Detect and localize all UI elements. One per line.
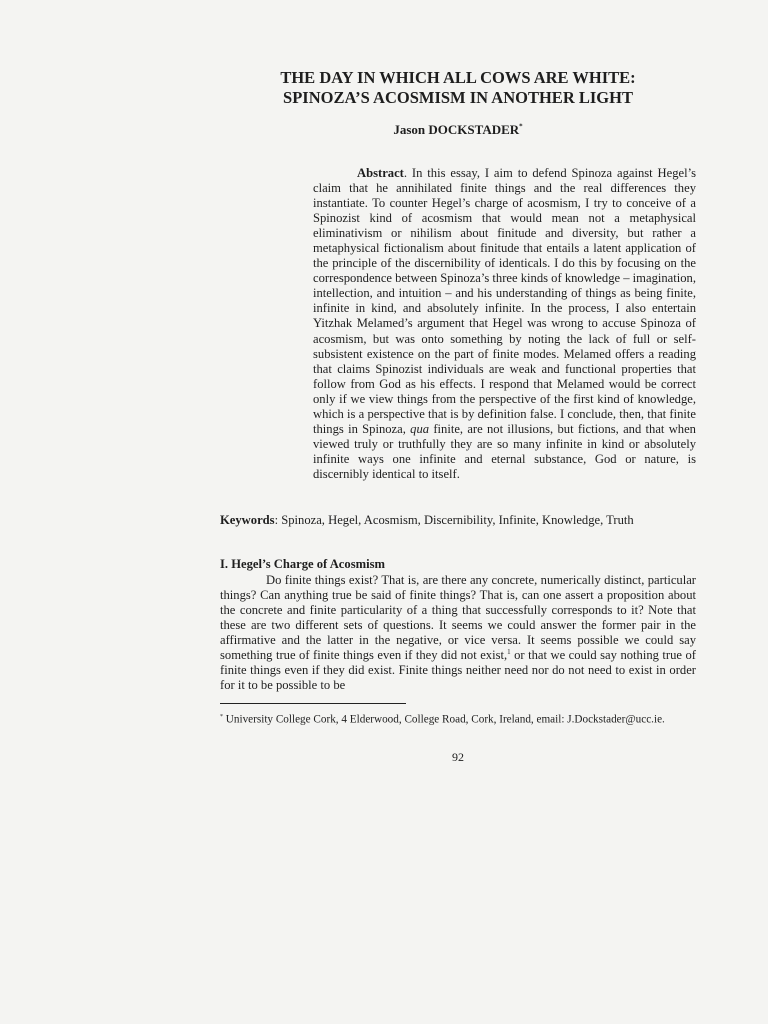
paragraph-text-part2: or that we could say nothing true of finite things even if they did exist. Finite things neither need nor do not need to exist in order for it to be possible to be [220, 648, 696, 693]
keywords-label: Keywords [220, 513, 275, 527]
body-paragraph [220, 573, 696, 693]
italic-qua: qua [410, 421, 430, 436]
author-name: Jason DOCKSTADER [393, 122, 520, 137]
author-line [220, 122, 696, 138]
page-number: 92 [452, 750, 464, 764]
footnote-mark: * [220, 714, 223, 720]
abstract [313, 166, 696, 482]
author-footnote-mark: * [519, 122, 523, 131]
footnote-text: University College Cork, 4 Elderwood, College Road, Cork, Ireland, email: J.Dockstader@ucc.ie. [223, 713, 665, 726]
title-line-2: SPINOZA’S ACOSMISM IN ANOTHER LIGHT [283, 88, 633, 107]
keywords [220, 513, 696, 528]
footnote-reference[interactable]: 1 [507, 648, 511, 657]
footnote-divider [220, 703, 406, 704]
keywords-text: : Spinoza, Hegel, Acosmism, Discernibility, Infinite, Knowledge, Truth [274, 513, 634, 527]
abstract-label: Abstract [357, 166, 404, 180]
footnote [220, 710, 696, 727]
paper-title [220, 68, 696, 108]
title-line-1: THE DAY IN WHICH ALL COWS ARE WHITE: [280, 68, 636, 87]
section-heading: I. Hegel’s Charge of Acosmism [220, 557, 385, 571]
abstract-text: . In this essay, I aim to defend Spinoza against Hegel’s claim that he annihilated finite things and the real differences they instantiate. To counter Hegel’s charge of acosmism, I try to conceive of a Spinozist kind of acosmism that would mean not a metaphysical eliminativism or nihilism about finitude and diversity, but rather a metaphysical fictionalism about finitude that entails a latent application of the principle of the discernibility of identicals. I do this by focusing on the correspondence between Spinoza’s three kinds of knowledge – imagination, intellection, and intuition – and his understanding of things as being finite, infinite in kind, and absolutely infinite. In the process, I also entertain Yitzhak Melamed’s argument that Hegel was wrong to accuse Spinoza of acosmism, but was onto something by noting the lack of full or self-subsistent existence on the part of finite modes. Melamed offers a reading that claims Spinozist individuals are weak and functional properties that follow from God as his effects. I respond that Melamed would be correct only if we view things from the perspective of the first kind of knowledge, which is a perspective that is by definition false. I conclude, then, that finite things in Spinoza, qua finite, are not illusions, but fictions, and that when viewed truly or truthfully they are so many infinite in kind or absolutely infinite ways one infinite and eternal substance, God or nature, is discernibly identical to itself. [313, 166, 696, 481]
paragraph-text-part1: Do finite things exist? That is, are there any concrete, numerically distinct, particular things? Can anything true be said of finite things? That is, can one assert a proposition about the concrete and finite particularity of a thing that successfully corresponds to it? Note that these are two different sets of questions. It seems we could answer the former pair in the affirmative and the latter in the negative, or vice versa. It seems possible we could say something true of finite things even if they did not exist, [220, 573, 696, 663]
